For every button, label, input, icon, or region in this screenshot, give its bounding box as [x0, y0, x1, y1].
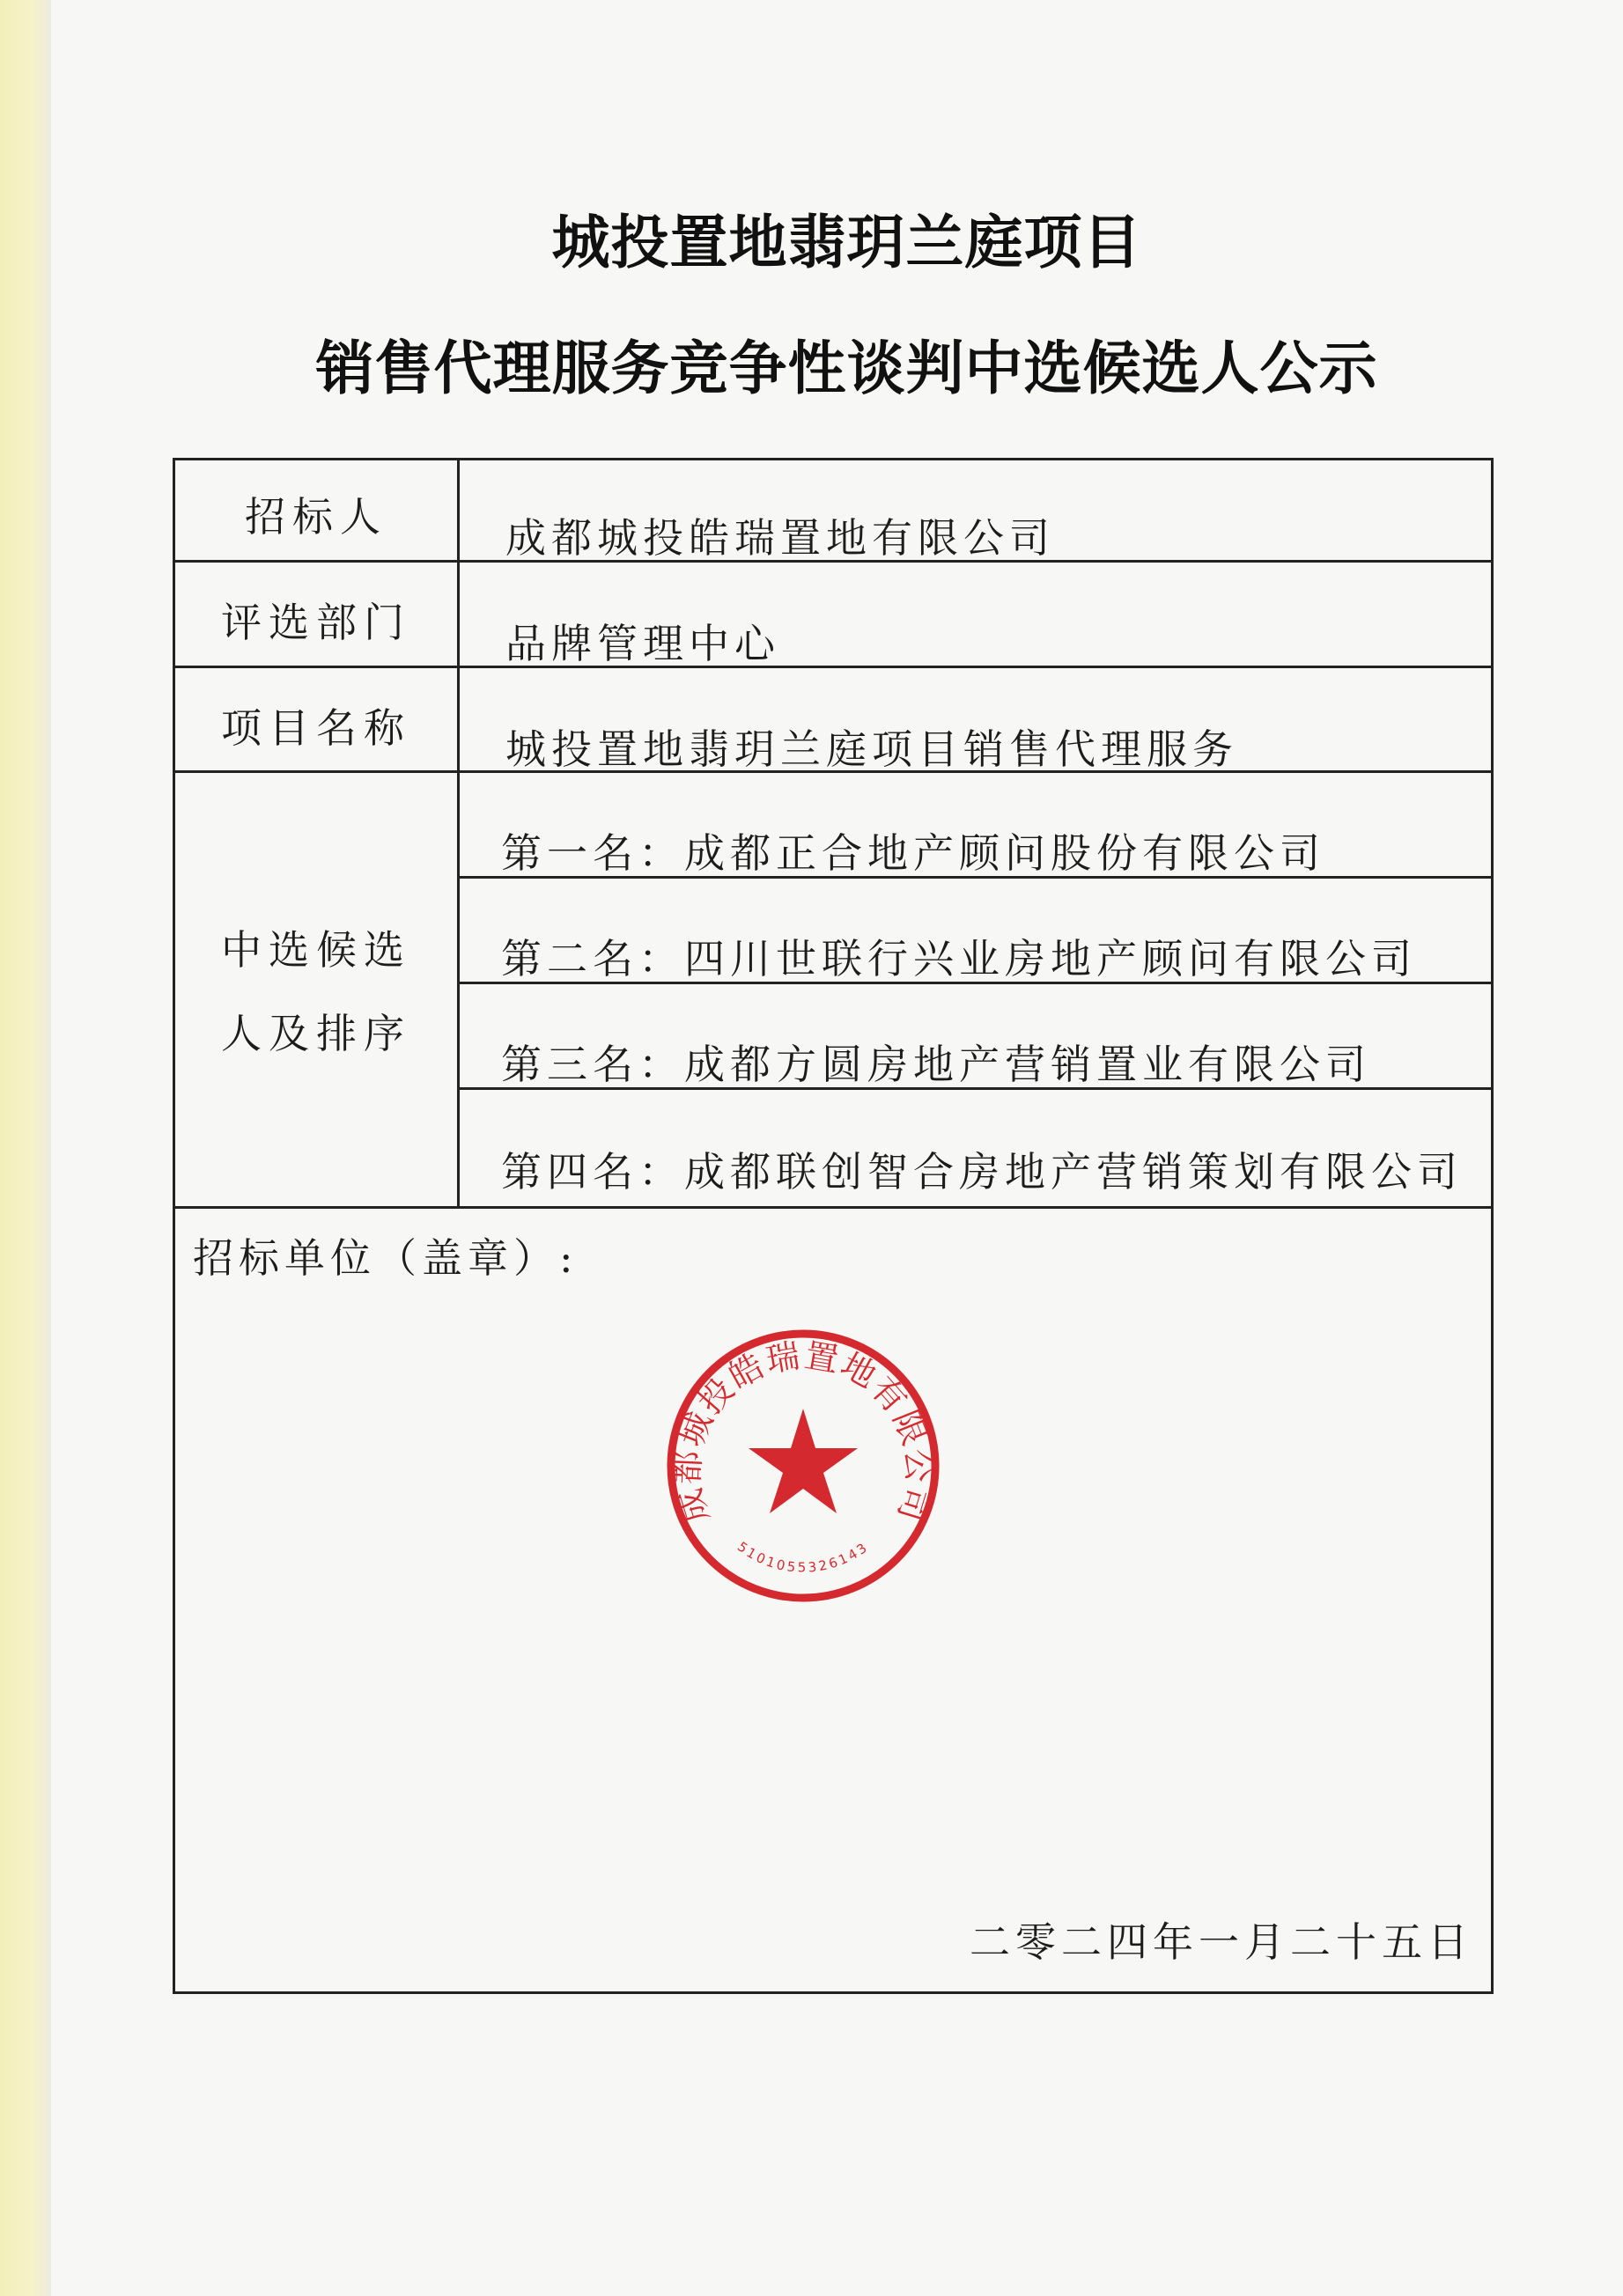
- notice-table: [173, 458, 1494, 1994]
- candidate-rank: 第三名：: [501, 1041, 684, 1088]
- candidates-label-line2: 人及排序: [221, 1010, 411, 1057]
- document-title-line1: 城投置地翡玥兰庭项目: [551, 209, 1142, 276]
- candidate-row: [501, 821, 1325, 879]
- department-value: 品牌管理中心: [505, 620, 780, 667]
- star-icon: [749, 1409, 858, 1513]
- company-seal: [662, 1325, 944, 1607]
- seal-code: 5101055326143: [734, 1538, 872, 1576]
- candidate-name: 成都正合地产顾问股份有限公司: [684, 829, 1325, 877]
- candidate-rank: 第一名：: [501, 829, 684, 877]
- stamp-label: 招标单位（盖章）:: [193, 1234, 579, 1282]
- project-label: 项目名称: [221, 704, 411, 752]
- column-divider: [457, 460, 460, 1206]
- candidate-rank: 第二名：: [501, 935, 684, 982]
- document-title-line2: 销售代理服务竞争性谈判中选候选人公示: [315, 335, 1378, 402]
- row-divider: [175, 666, 1491, 668]
- candidate-row: [501, 1140, 1463, 1198]
- candidate-name: 四川世联行兴业房地产顾问有限公司: [684, 935, 1417, 982]
- candidate-name: 成都方圆房地产营销置业有限公司: [684, 1041, 1371, 1088]
- notice-date: 二零二四年一月二十五日: [970, 1918, 1473, 1966]
- tenderer-label: 招标人: [245, 493, 387, 541]
- candidate-rank: 第四名：: [501, 1148, 684, 1196]
- row-divider: [175, 1206, 1491, 1209]
- tenderer-value: 成都城投皓瑞置地有限公司: [505, 514, 1055, 562]
- candidate-name: 成都联创智合房地产营销策划有限公司: [684, 1148, 1463, 1196]
- candidate-row: [501, 1033, 1371, 1091]
- candidate-row: [501, 927, 1417, 985]
- candidates-label-line1: 中选候选: [221, 926, 411, 974]
- project-value: 城投置地翡玥兰庭项目销售代理服务: [505, 725, 1238, 773]
- seal-text: 成都城投皓瑞置地有限公司: [668, 1336, 939, 1528]
- department-label: 评选部门: [221, 599, 411, 646]
